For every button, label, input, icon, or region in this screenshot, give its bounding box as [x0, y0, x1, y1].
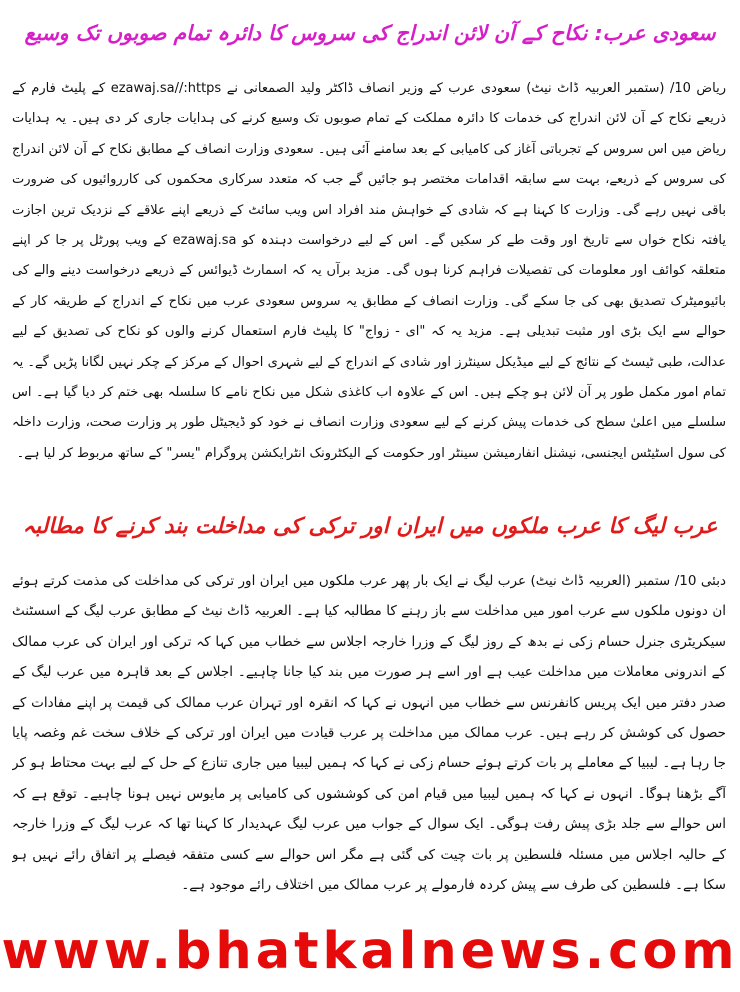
article1-headline: سعودی عرب: نکاح کے آن لائن اندراج کی سروس کا دائرہ تمام صوبوں تک وسیع [24, 21, 716, 45]
article2-headline: عرب لیگ کا عرب ملکوں میں ایران اور ترکی کی مداخلت بند کرنے کا مطالبہ [22, 514, 718, 539]
article2-paragraph: دبئی 10/ ستمبر (العربیہ ڈاٹ نیٹ) عرب لیگ نے ایک بار پھر عرب ملکوں میں ایران اور ترکی کی مداخلت کی مذمت کرتے ہوئے ان دونوں ملکوں سے عرب امور میں مداخلت سے باز رہنے کا مطالبہ کیا ہے۔ العربیہ ڈاٹ نیٹ کے مطابق عرب لیگ کے اسسٹنٹ سیکریٹری جنرل حسام زکی نے بدھ کے روز لیگ کے وزرا خارجہ اجلاس سے خطاب میں کہا کہ ترکی اور ایران کی عرب ممالک کے اندرونی معاملات میں مداخلت عیب ہے اور اسے ہر صورت میں بند کیا جانا چاہیے۔ اجلاس کے بعد قاہرہ میں عرب لیگ کے صدر دفتر میں ایک پریس کانفرنس سے خطاب میں انہوں نے کہا کہ انقرہ اور تہران عرب ممالک کی قیمت پر اپنے مفادات کے حصول کی کوشش کر رہے ہیں۔ عرب ممالک میں مداخلت پر عرب قیادت میں ایران اور ترکی کے خلاف سخت غم وغصہ پایا جا رہا ہے۔ لیبیا کے معاملے پر بات کرتے ہوئے حسام زکی نے کہا کہ ہمیں لیبیا میں جاری تنازع کے حل کے لیے بہت محتاط ہو کر آگے بڑھنا ہوگا۔ انہوں نے کہا کہ ہمیں لیبیا میں قیام امن کی کوششوں کی کامیابی پر مایوس نہیں ہونا چاہیے۔ توقع ہے کہ اس حوالے سے جلد بڑی پیش رفت ہوگی۔ ایک سوال کے جواب میں عرب لیگ عہدیدار کا کہنا تھا کہ عرب لیگ کے وزرا خارجہ کے حالیہ اجلاس میں مسئلہ فلسطین پر بات چیت کی گئی ہے مگر اس حوالے سے کسی متفقہ فیصلے پر اتفاق رائے نہیں ہو سکا ہے۔ فلسطین کی طرف سے پیش کردہ فارمولے پر عرب ممالک میں اختلاف رائے موجود ہے۔ [12, 573, 726, 894]
article2-body [12, 566, 726, 906]
article1-body [12, 74, 726, 484]
article1-paragraph: ریاض 10/ (ستمبر العربیہ ڈاٹ نیٹ) سعودی عرب کے وزیر انصاف ڈاکٹر ولید الصمعانی نے ezawaj.sa//:https کے پلیٹ فارم کے ذریعے نکاح کے آن لائن اندراج کی خدمات کا دائرہ مملکت کے تمام صوبوں تک وسیع کرنے کی ہدایات جاری کر دی ہیں۔ یہ ہدایات ریاض میں اس سروس کے تجرباتی آغاز کی کامیابی کے بعد سامنے آئی ہیں۔ سعودی وزارت انصاف کے مطابق نکاح کے آن لائن اندراج کی سروس کے ذریعے، بہت سے سابقہ اقدامات مختصر ہو جائیں گے جب کہ متعدد سرکاری محکموں کی کارروائیوں کی ضرورت باقی نہیں رہے گی۔ وزارت کا کہنا ہے کہ شادی کے خواہش مند افراد اس ویب سائٹ کے ذریعے اپنے علاقے کے نزدیک ترین اجازت یافتہ نکاح خواں سے تاریخ اور وقت طے کر سکیں گے۔ اس کے لیے درخواست دہندہ کو ezawaj.sa کے ویب پورٹل پر جا کر اپنے متعلقہ کوائف اور معلومات کی تفصیلات فراہم کرنا ہوں گی۔ مزید برآں یہ کہ اسمارٹ ڈیوائس کے ذریعے درخواست دینے والے کی بائیومیٹرک تصدیق بھی کی جا سکے گی۔ وزارت انصاف کے مطابق یہ سروس سعودی عرب میں نکاح کے اندراج کے طریقہ کار کے حوالے سے ایک بڑی اور مثبت تبدیلی ہے۔ مزید یہ کہ "ای - زواج" کا پلیٹ فارم استعمال کرنے والوں کو نکاح کی تصدیق کے لیے عدالت، طبی ٹیسٹ کے نتائج کے لیے میڈیکل سینٹرز اور شادی کے اندراج کے لیے شہری احوال کے مرکز کے چکر نہیں لگانا پڑیں گے۔ یہ تمام امور مکمل طور پر آن لائن ہو چکے ہیں۔ اس کے علاوہ اب کاغذی شکل میں نکاح نامے کا سلسلہ بھی ختم کر دیا گیا ہے۔ اس سلسلے میں اعلیٰ سطح کی خدمات پیش کرنے کے لیے سعودی وزارت انصاف نے خود کو ڈیجیٹل طور پر وزارت صحت، وزارت داخلہ کی سول اسٹیٹس ایجنسی، نیشنل انفارمیشن سینٹر اور حکومت کے الیکٹرونک انٹرایکشن پروگرام "یسر" کے ساتھ مربوط کر لیا ہے۔ [12, 81, 726, 461]
site-url-banner: www.bhatkalnews.com [1, 922, 739, 981]
